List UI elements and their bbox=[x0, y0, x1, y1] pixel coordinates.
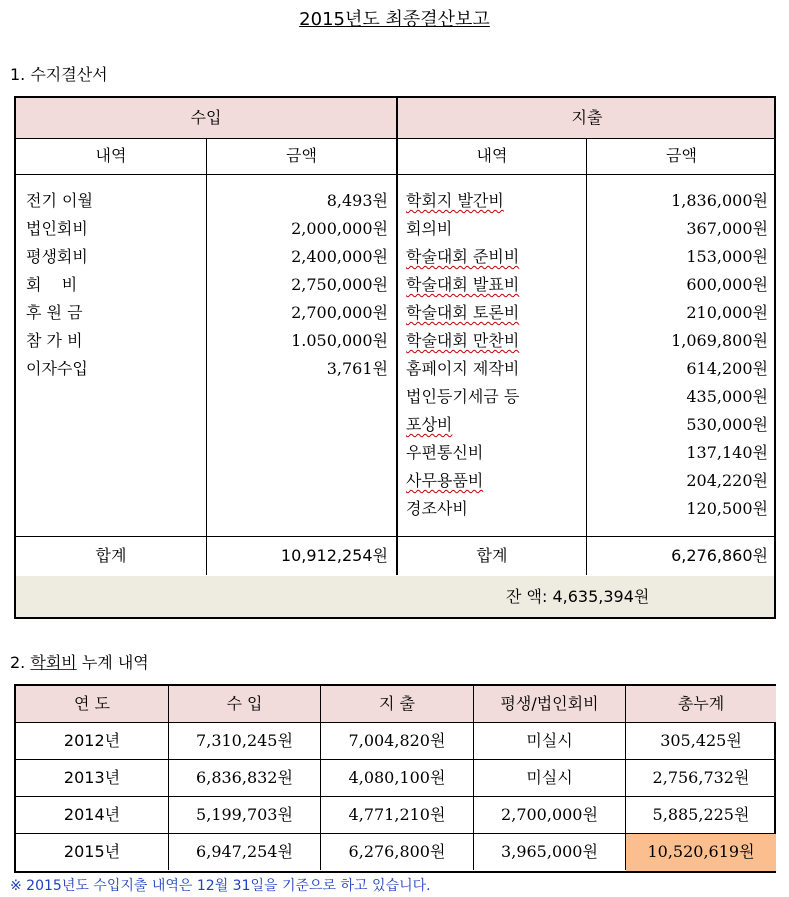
expense-item bbox=[406, 327, 582, 355]
income-amount: 2,000,000원 bbox=[291, 219, 388, 238]
table-cell: 6,947,254원 bbox=[169, 834, 321, 870]
footnote bbox=[10, 875, 431, 895]
balance-text: 잔 액: 4,635,394원 bbox=[506, 587, 650, 606]
expense-amount-col-header: 금액 bbox=[666, 146, 697, 165]
section1-title: 1. 수지결산서 bbox=[10, 65, 108, 84]
expense-item: 법인등기세금 등 bbox=[406, 387, 520, 406]
column-header: 수 입 bbox=[169, 686, 321, 722]
income-item: 이자수입 bbox=[26, 359, 88, 378]
balance-sheet-subheader bbox=[16, 138, 774, 175]
table-cell: 305,425원 bbox=[660, 731, 742, 750]
page-title: 2015년도 최종결산보고 bbox=[299, 9, 490, 30]
income-item: 평생회비 bbox=[26, 247, 88, 266]
expense-amount: 1,069,800원 bbox=[671, 331, 768, 350]
balance-row bbox=[16, 576, 774, 617]
income-amount: 2,400,000원 bbox=[291, 247, 388, 266]
expense-item: 경조사비 bbox=[406, 499, 468, 518]
income-header: 수입 bbox=[16, 98, 398, 138]
income-amount-col-header: 금액 bbox=[286, 146, 317, 165]
expense-amount: 530,000원 bbox=[686, 415, 768, 434]
expense-items bbox=[406, 187, 582, 523]
highlighted-total-cell: 10,520,619원 bbox=[626, 834, 776, 871]
expense-item-label: 학술대회 만찬비 bbox=[406, 331, 520, 350]
income-total-label: 합계 bbox=[95, 546, 127, 565]
table-cell: 미실시 bbox=[474, 723, 626, 759]
expense-amount: 367,000원 bbox=[686, 219, 768, 238]
footnote-text: 2015년도 수입지출 내역은 12월 31일을 기준으로 하고 있습니다. bbox=[21, 878, 431, 894]
expense-amount: 1,836,000원 bbox=[671, 191, 768, 210]
expense-amount: 137,140원 bbox=[686, 443, 768, 462]
expense-total-label: 합계 bbox=[476, 546, 508, 565]
expense-amount: 204,220원 bbox=[686, 471, 768, 490]
table-cell: 미실시 bbox=[474, 760, 626, 796]
expense-header: 지출 bbox=[571, 108, 603, 127]
expense-total: 6,276,860원 bbox=[671, 546, 768, 565]
table-cell: 4,080,100원 bbox=[321, 760, 474, 796]
expense-item bbox=[406, 411, 582, 439]
expense-item-label: 학술대회 준비비 bbox=[406, 247, 520, 266]
table-row bbox=[16, 834, 774, 871]
income-amount: 2,750,000원 bbox=[291, 275, 388, 294]
expense-item bbox=[406, 243, 582, 271]
expense-item bbox=[406, 467, 582, 495]
expense-amount: 120,500원 bbox=[686, 499, 768, 518]
expense-amount: 614,200원 bbox=[686, 359, 768, 378]
table-cell: 7,004,820원 bbox=[321, 723, 474, 759]
expense-item: 홈페이지 제작비 bbox=[406, 359, 520, 378]
expense-item-label: 학술대회 발표비 bbox=[406, 275, 520, 294]
table-cell: 6,836,832원 bbox=[169, 760, 321, 796]
income-items bbox=[26, 187, 196, 383]
table-cell: 7,310,245원 bbox=[169, 723, 321, 759]
expense-amount: 435,000원 bbox=[686, 387, 768, 406]
table-cell: 2015년 bbox=[16, 834, 169, 870]
table-cell: 2014년 bbox=[16, 797, 169, 833]
expense-item bbox=[406, 271, 582, 299]
table-cell: 6,276,800원 bbox=[321, 834, 474, 870]
expense-item-label: 학회지 발간비 bbox=[406, 191, 504, 210]
income-amounts bbox=[212, 187, 388, 383]
income-item: 참 가 비 bbox=[26, 331, 83, 350]
expense-amount: 153,000원 bbox=[686, 247, 768, 266]
balance-sheet-body bbox=[16, 174, 774, 537]
table-cell: 2013년 bbox=[16, 760, 169, 796]
expense-item-col-header: 내역 bbox=[476, 146, 508, 165]
balance-sheet-header bbox=[16, 98, 774, 139]
expense-item: 우편통신비 bbox=[406, 443, 484, 462]
section2-title-rest: 누계 내역 bbox=[76, 653, 149, 672]
income-amount: 3,761원 bbox=[326, 359, 388, 378]
expense-amount: 600,000원 bbox=[686, 275, 768, 294]
table-row bbox=[16, 723, 774, 760]
expense-item-label: 학술대회 토론비 bbox=[406, 303, 520, 322]
table-cell: 2012년 bbox=[16, 723, 169, 759]
table-row bbox=[16, 760, 774, 797]
income-amount: 1.050,000원 bbox=[291, 331, 388, 350]
expense-item: 회의비 bbox=[406, 219, 453, 238]
column-header: 총누계 bbox=[626, 686, 776, 722]
reference-mark-icon: ※ bbox=[10, 878, 22, 894]
income-item-col-header: 내역 bbox=[95, 146, 127, 165]
income-total: 10,912,254원 bbox=[280, 546, 388, 565]
balance-sheet-table bbox=[14, 96, 776, 619]
expense-item-label: 사무용품비 bbox=[406, 471, 484, 490]
column-header: 지 출 bbox=[321, 686, 474, 722]
expense-item-label: 포상비 bbox=[406, 415, 453, 434]
table-cell: 4,771,210원 bbox=[321, 797, 474, 833]
table-cell: 2,700,000원 bbox=[474, 797, 626, 833]
income-item: 법인회비 bbox=[26, 219, 88, 238]
table-header-row bbox=[16, 686, 774, 723]
section2-title bbox=[10, 650, 149, 673]
section2-title-number: 2. bbox=[10, 653, 31, 672]
table-cell: 5,199,703원 bbox=[169, 797, 321, 833]
table-row bbox=[16, 797, 774, 834]
expense-amounts bbox=[592, 187, 768, 523]
column-header: 연 도 bbox=[16, 686, 169, 722]
expense-item bbox=[406, 299, 582, 327]
income-item: 전기 이월 bbox=[26, 191, 93, 210]
expense-amount: 210,000원 bbox=[686, 303, 768, 322]
cumulative-table bbox=[14, 684, 776, 873]
income-item: 후 원 금 bbox=[26, 303, 83, 322]
section2-title-underlined: 학회비 bbox=[30, 653, 77, 672]
income-amount: 2,700,000원 bbox=[291, 303, 388, 322]
income-item: 회 비 bbox=[26, 275, 78, 294]
column-header: 평생/법인회비 bbox=[474, 686, 626, 722]
table-cell: 3,965,000원 bbox=[474, 834, 626, 870]
income-amount: 8,493원 bbox=[326, 191, 388, 210]
expense-item bbox=[406, 187, 582, 215]
table-cell: 5,885,225원 bbox=[652, 805, 750, 824]
table-cell: 2,756,732원 bbox=[652, 768, 750, 787]
total-row bbox=[16, 536, 774, 578]
